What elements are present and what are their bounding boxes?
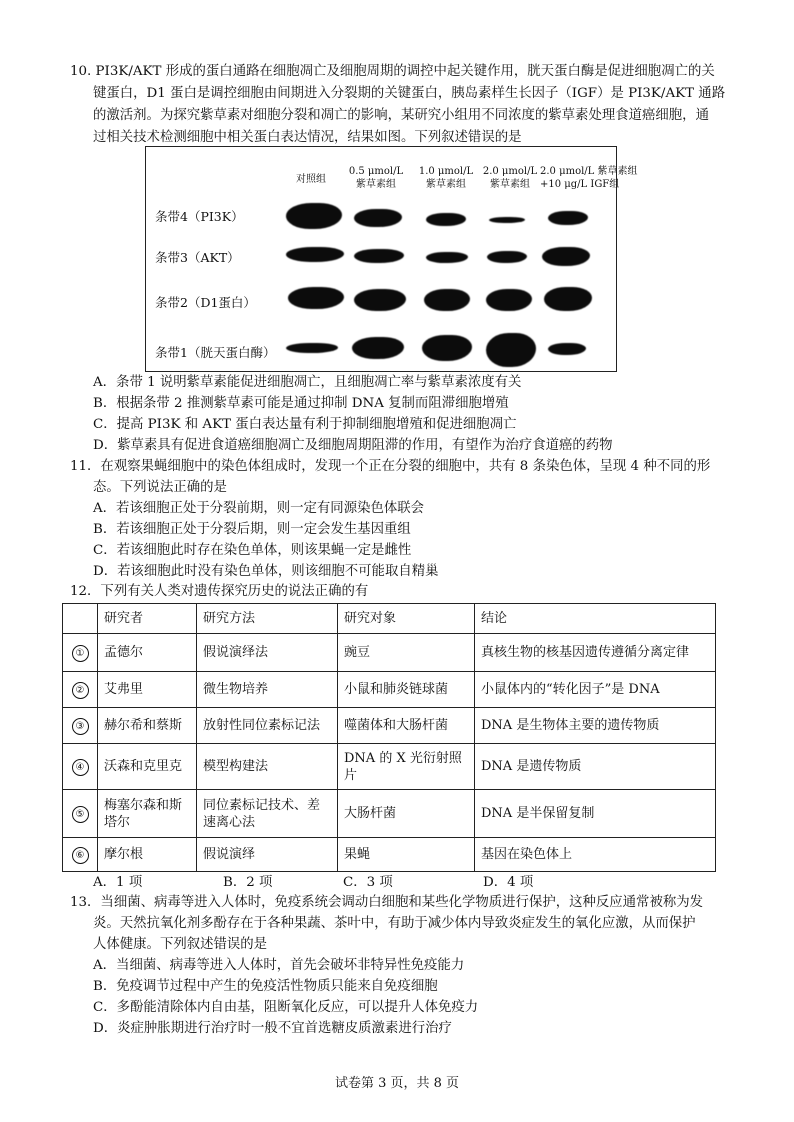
table-cell: 沃森和克里克 bbox=[98, 744, 197, 790]
blot-band2-lane5 bbox=[544, 287, 592, 311]
table-cell: 小鼠和肺炎链球菌 bbox=[338, 672, 475, 708]
q10-option-b: B．根据条带 2 推测紫草素可能是通过抑制 DNA 复制而阻滞细胞增殖 bbox=[93, 396, 509, 411]
table-cell: 同位素标记技术、差速离心法 bbox=[197, 790, 338, 838]
table-cell: 真核生物的核基因遗传遵循分离定律 bbox=[475, 634, 716, 672]
band-label-2: 条带2（D1蛋白） bbox=[155, 295, 256, 310]
band-label-3: 条带3（AKT） bbox=[155, 250, 240, 265]
table-cell: 模型构建法 bbox=[197, 744, 338, 790]
table-cell: 微生物培养 bbox=[197, 672, 338, 708]
blot-band2-lane4 bbox=[486, 289, 532, 311]
q12-stem: 12．下列有关人类对遗传探究历史的说法正确的有 bbox=[70, 584, 369, 599]
table-cell: 孟德尔 bbox=[98, 634, 197, 672]
table-cell: 假说演绎法 bbox=[197, 634, 338, 672]
table-header-row bbox=[63, 604, 716, 634]
q12-choices bbox=[93, 873, 593, 893]
q13-stem-line-3: 人体健康。下列叙述错误的是 bbox=[93, 937, 268, 952]
blot-band3-lane3 bbox=[426, 252, 468, 263]
table-header-cell: 结论 bbox=[475, 604, 716, 634]
q11-option-c: C．若该细胞此时存在染色单体，则该果蝇一定是雌性 bbox=[93, 543, 412, 558]
lane-header-control: 对照组 bbox=[296, 174, 326, 185]
table-row bbox=[63, 708, 716, 744]
q11-stem-line-1: 11．在观察果蝇细胞中的染色体组成时，发现一个正在分裂的细胞中，共有 8 条染色体，呈现 4 种不同的形 bbox=[70, 459, 711, 474]
band-label-4: 条带4（PI3K） bbox=[155, 209, 244, 224]
table-cell: 豌豆 bbox=[338, 634, 475, 672]
blot-band2-lane1 bbox=[288, 287, 344, 309]
table-cell: DNA 是遗传物质 bbox=[475, 744, 716, 790]
q10-option-a: A．条带 1 说明紫草素能促进细胞凋亡，且细胞凋亡率与紫草素浓度有关 bbox=[93, 375, 522, 390]
blot-band2-lane3 bbox=[424, 289, 470, 311]
table-cell: 假说演绎 bbox=[197, 838, 338, 872]
q12-choice-a: A．1 项 bbox=[93, 875, 143, 890]
q10-option-c: C．提高 PI3K 和 AKT 蛋白表达量有利于抑制细胞增殖和促进细胞凋亡 bbox=[93, 417, 517, 432]
q10-stem-line-4: 过相关技术检测细胞中相关蛋白表达情况，结果如图。下列叙述错误的是 bbox=[93, 130, 522, 145]
table-cell: DNA 是半保留复制 bbox=[475, 790, 716, 838]
table-cell: 放射性同位素标记法 bbox=[197, 708, 338, 744]
blot-band1-lane1 bbox=[286, 343, 338, 353]
blot-band3-lane1 bbox=[286, 247, 344, 262]
q10-stem-line-2: 键蛋白，D1 蛋白是调控细胞由间期进入分裂期的关键蛋白，胰岛素样生长因子（IGF）是 PI3K/AKT 通路 bbox=[93, 86, 726, 101]
lane-header-2.0-igf: 2.0 μmol/L 紫草素组 +10 μg/L IGF组 bbox=[540, 166, 638, 190]
table-row bbox=[63, 672, 716, 708]
blot-band2-lane2 bbox=[354, 289, 406, 311]
row-number: ③ bbox=[72, 718, 89, 735]
table-header-cell: 研究对象 bbox=[338, 604, 475, 634]
table-row bbox=[63, 838, 716, 872]
table-cell: DNA 的 X 光衍射照片 bbox=[338, 744, 475, 790]
blot-band3-lane4 bbox=[487, 251, 527, 263]
blot-band1-lane5 bbox=[548, 343, 586, 355]
q12-choice-d: D．4 项 bbox=[483, 875, 534, 890]
q12-choice-c: C．3 项 bbox=[343, 875, 393, 890]
table-header-cell bbox=[63, 604, 98, 634]
table-cell: 艾弗里 bbox=[98, 672, 197, 708]
table-cell: 摩尔根 bbox=[98, 838, 197, 872]
band-label-1: 条带1（胱天蛋白酶） bbox=[155, 345, 276, 360]
blot-band4-lane4 bbox=[489, 217, 525, 223]
q10-stem-line-1: 10. PI3K/AKT 形成的蛋白通路在细胞凋亡及细胞周期的调控中起关键作用，胱天蛋白酶是促进细胞凋亡的关 bbox=[70, 64, 715, 79]
table-row bbox=[63, 634, 716, 672]
q13-option-d: D．炎症肿胀期进行治疗时一般不宜首选糖皮质激素进行治疗 bbox=[93, 1021, 452, 1036]
table-cell: 梅塞尔森和斯塔尔 bbox=[98, 790, 197, 838]
q13-stem-line-1: 13．当细菌、病毒等进入人体时，免疫系统会调动白细胞和某些化学物质进行保护，这种反应通常被称为发 bbox=[70, 895, 704, 910]
blot-band4-lane1 bbox=[286, 203, 342, 229]
q11-option-d: D．若该细胞此时没有染色单体，则该细胞不可能取自精巢 bbox=[93, 564, 439, 579]
table-cell: 大肠杆菌 bbox=[338, 790, 475, 838]
q13-stem-line-2: 炎。天然抗氧化剂多酚存在于各种果蔬、茶叶中，有助于减少体内导致炎症发生的氧化应激，从而保护 bbox=[93, 916, 696, 931]
row-number: ⑥ bbox=[72, 847, 89, 864]
table-header-cell: 研究者 bbox=[98, 604, 197, 634]
lane-header-1.0: 1.0 μmol/L 紫草素组 bbox=[418, 166, 474, 190]
q11-stem-line-2: 态。下列说法正确的是 bbox=[93, 480, 227, 495]
q12-choice-b: B．2 项 bbox=[223, 875, 273, 890]
row-number: ⑤ bbox=[72, 806, 89, 823]
row-number: ④ bbox=[72, 759, 89, 776]
row-number: ② bbox=[72, 682, 89, 699]
lane-header-2.0: 2.0 μmol/L 紫草素组 bbox=[482, 166, 538, 190]
q10-stem-line-3: 的激活剂。为探究紫草素对细胞分裂和凋亡的影响，某研究小组用不同浓度的紫草素处理食道癌细胞，通 bbox=[93, 108, 709, 123]
table-cell: 基因在染色体上 bbox=[475, 838, 716, 872]
page-footer: 试卷第 3 页，共 8 页 bbox=[334, 1076, 460, 1091]
blot-band1-lane4 bbox=[486, 333, 536, 367]
q11-option-b: B．若该细胞正处于分裂后期，则一定会发生基因重组 bbox=[93, 522, 411, 537]
blot-band4-lane3 bbox=[426, 213, 466, 226]
table-cell: 小鼠体内的“转化因子”是 DNA bbox=[475, 672, 716, 708]
blot-band1-lane2 bbox=[352, 337, 404, 359]
q11-option-a: A．若该细胞正处于分裂前期，则一定有同源染色体联会 bbox=[93, 501, 425, 516]
blot-band4-lane5 bbox=[548, 211, 588, 225]
lane-header-0.5: 0.5 μmol/L 紫草素组 bbox=[348, 166, 404, 190]
table-cell: 噬菌体和大肠杆菌 bbox=[338, 708, 475, 744]
q13-option-c: C．多酚能清除体内自由基，阻断氧化反应，可以提升人体免疫力 bbox=[93, 1000, 479, 1015]
q13-option-a: A．当细菌、病毒等进入人体时，首先会破坏非特异性免疫能力 bbox=[93, 958, 465, 973]
genetics-history-table bbox=[62, 603, 716, 872]
table-cell: 果蝇 bbox=[338, 838, 475, 872]
table-row bbox=[63, 744, 716, 790]
blot-band1-lane3 bbox=[422, 335, 472, 361]
table-cell: DNA 是生物体主要的遗传物质 bbox=[475, 708, 716, 744]
western-blot-figure bbox=[145, 146, 638, 372]
row-number: ① bbox=[72, 645, 89, 662]
q13-option-b: B．免疫调节过程中产生的免疫活性物质只能来自免疫细胞 bbox=[93, 979, 438, 994]
blot-band3-lane5 bbox=[542, 247, 590, 266]
table-cell: 赫尔希和蔡斯 bbox=[98, 708, 197, 744]
blot-band4-lane2 bbox=[354, 209, 402, 227]
table-row bbox=[63, 790, 716, 838]
blot-band3-lane2 bbox=[354, 249, 404, 263]
table-header-cell: 研究方法 bbox=[197, 604, 338, 634]
q10-option-d: D．紫草素具有促进食道癌细胞凋亡及细胞周期阻滞的作用，有望作为治疗食道癌的药物 bbox=[93, 438, 613, 453]
